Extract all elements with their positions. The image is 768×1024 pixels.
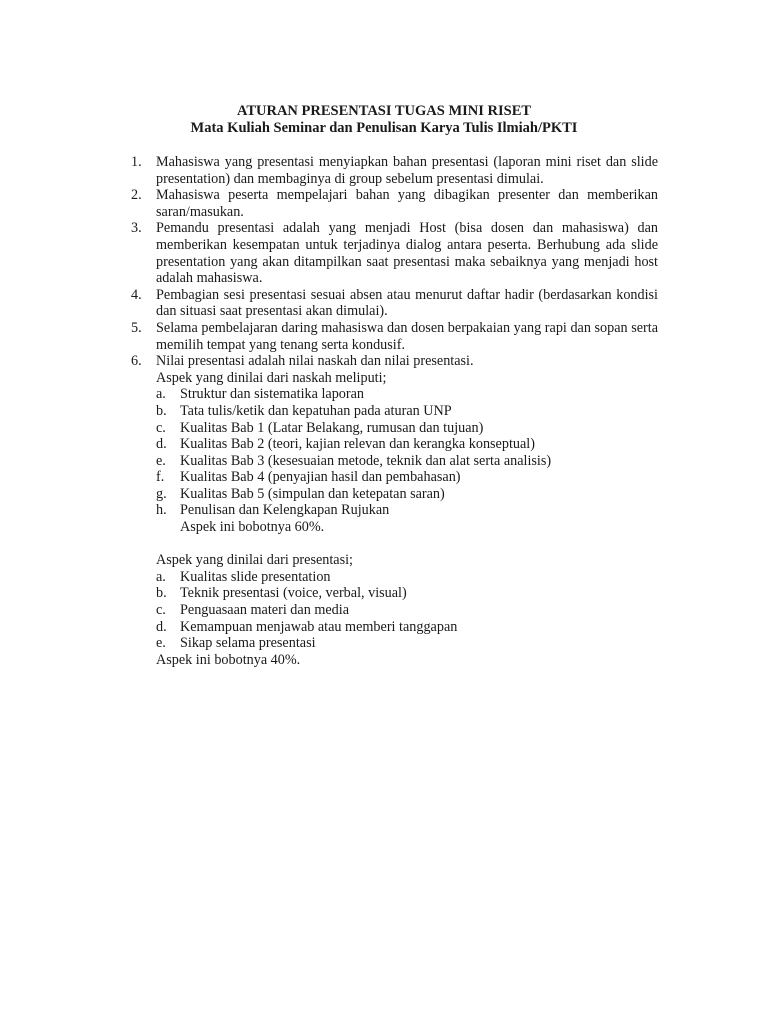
item-text: Pembagian sesi presentasi sesuai absen atau menurut daftar hadir (berdasarkan kondisi dan situasi saat presentasi akan dimulai). <box>156 286 658 320</box>
rules-list <box>131 154 658 668</box>
naskah-weight: Aspek ini bobotnya 60%. <box>180 519 325 536</box>
aspect-letter: c. <box>156 419 166 436</box>
item-text: Pemandu presentasi adalah yang menjadi Host (bisa dosen dan mahasiswa) dan memberikan kesempatan untuk terjadinya dialog antara peserta. Berhubung ada slide presentation yang akan ditampilkan saat presentasi maka sebaiknya yang menjadi host adalah mahasiswa. <box>156 220 658 287</box>
aspect-letter: h. <box>156 502 167 519</box>
item-number: 4. <box>131 286 142 303</box>
presentasi-intro: Aspek yang dinilai dari presentasi; <box>156 552 353 569</box>
spacer <box>156 536 658 553</box>
naskah-aspect-item <box>156 486 658 503</box>
aspect-letter: d. <box>156 436 167 453</box>
naskah-aspect-item <box>156 386 658 403</box>
item-text: Mahasiswa peserta mempelajari bahan yang dibagikan presenter dan memberikan saran/masukan. <box>156 187 658 220</box>
list-item <box>131 287 658 320</box>
aspect-text: Struktur dan sistematika laporan <box>180 386 365 403</box>
list-item <box>131 187 658 220</box>
aspect-letter: a. <box>156 386 166 403</box>
item-text: Selama pembelajaran daring mahasiswa dan dosen berpakaian yang rapi dan sopan serta memilih tempat yang tenang serta kondusif. <box>156 319 658 353</box>
item-text: Nilai presentasi adalah nilai naskah dan nilai presentasi. <box>156 353 474 370</box>
aspect-text: Kualitas slide presentation <box>180 568 331 585</box>
item-text: Mahasiswa yang presentasi menyiapkan bahan presentasi (laporan mini riset dan slide presentation) dan membaginya di group sebelum presentasi dimulai. <box>156 154 658 187</box>
aspect-text: Kualitas Bab 2 (teori, kajian relevan dan kerangka konseptual) <box>180 436 535 453</box>
aspect-letter: c. <box>156 602 166 619</box>
presentasi-aspect-item <box>156 619 658 636</box>
aspect-letter: b. <box>156 585 167 602</box>
aspect-letter: b. <box>156 402 167 419</box>
presentasi-aspect-item <box>156 585 658 602</box>
presentasi-weight: Aspek ini bobotnya 40%. <box>156 651 301 668</box>
item-number: 5. <box>131 319 142 336</box>
naskah-intro: Aspek yang dinilai dari naskah meliputi; <box>156 369 387 386</box>
list-item <box>131 353 658 668</box>
item-number: 1. <box>131 154 142 170</box>
item-number: 2. <box>131 187 142 204</box>
naskah-aspect-item <box>156 436 658 453</box>
naskah-aspect-item <box>156 502 658 519</box>
aspect-text: Kualitas Bab 1 (Latar Belakang, rumusan dan tujuan) <box>180 419 484 436</box>
document-subtitle: Mata Kuliah Seminar dan Penulisan Karya Tulis Ilmiah/PKTI <box>190 120 578 136</box>
aspect-text: Kualitas Bab 5 (simpulan dan ketepatan saran) <box>180 485 445 502</box>
aspect-text: Sikap selama presentasi <box>180 635 316 652</box>
naskah-aspect-item <box>156 453 658 470</box>
aspect-text: Teknik presentasi (voice, verbal, visual) <box>180 585 407 602</box>
aspect-text: Penulisan dan Kelengkapan Rujukan <box>180 502 390 519</box>
list-item <box>131 220 658 286</box>
naskah-aspect-item <box>156 469 658 486</box>
aspect-letter: e. <box>156 635 166 652</box>
list-item <box>131 320 658 353</box>
document-title: ATURAN PRESENTASI TUGAS MINI RISET <box>236 103 532 119</box>
aspect-letter: d. <box>156 618 167 635</box>
naskah-aspect-item <box>156 403 658 420</box>
aspect-text: Penguasaan materi dan media <box>180 602 350 619</box>
aspect-letter: g. <box>156 485 167 502</box>
item-number: 6. <box>131 353 142 370</box>
aspect-text: Tata tulis/ketik dan kepatuhan pada aturan UNP <box>180 402 452 419</box>
naskah-aspect-item <box>156 420 658 437</box>
list-item <box>131 154 658 187</box>
presentasi-aspect-item <box>156 602 658 619</box>
presentasi-aspect-item <box>156 569 658 586</box>
aspect-letter: a. <box>156 568 166 585</box>
aspect-text: Kemampuan menjawab atau memberi tanggapan <box>180 618 458 635</box>
aspect-letter: e. <box>156 452 166 469</box>
aspect-letter: f. <box>156 469 165 486</box>
aspect-text: Kualitas Bab 4 (penyajian hasil dan pembahasan) <box>180 469 461 486</box>
presentasi-aspect-item <box>156 635 658 652</box>
aspect-text: Kualitas Bab 3 (kesesuaian metode, teknik dan alat serta analisis) <box>180 452 552 469</box>
item-number: 3. <box>131 220 142 237</box>
